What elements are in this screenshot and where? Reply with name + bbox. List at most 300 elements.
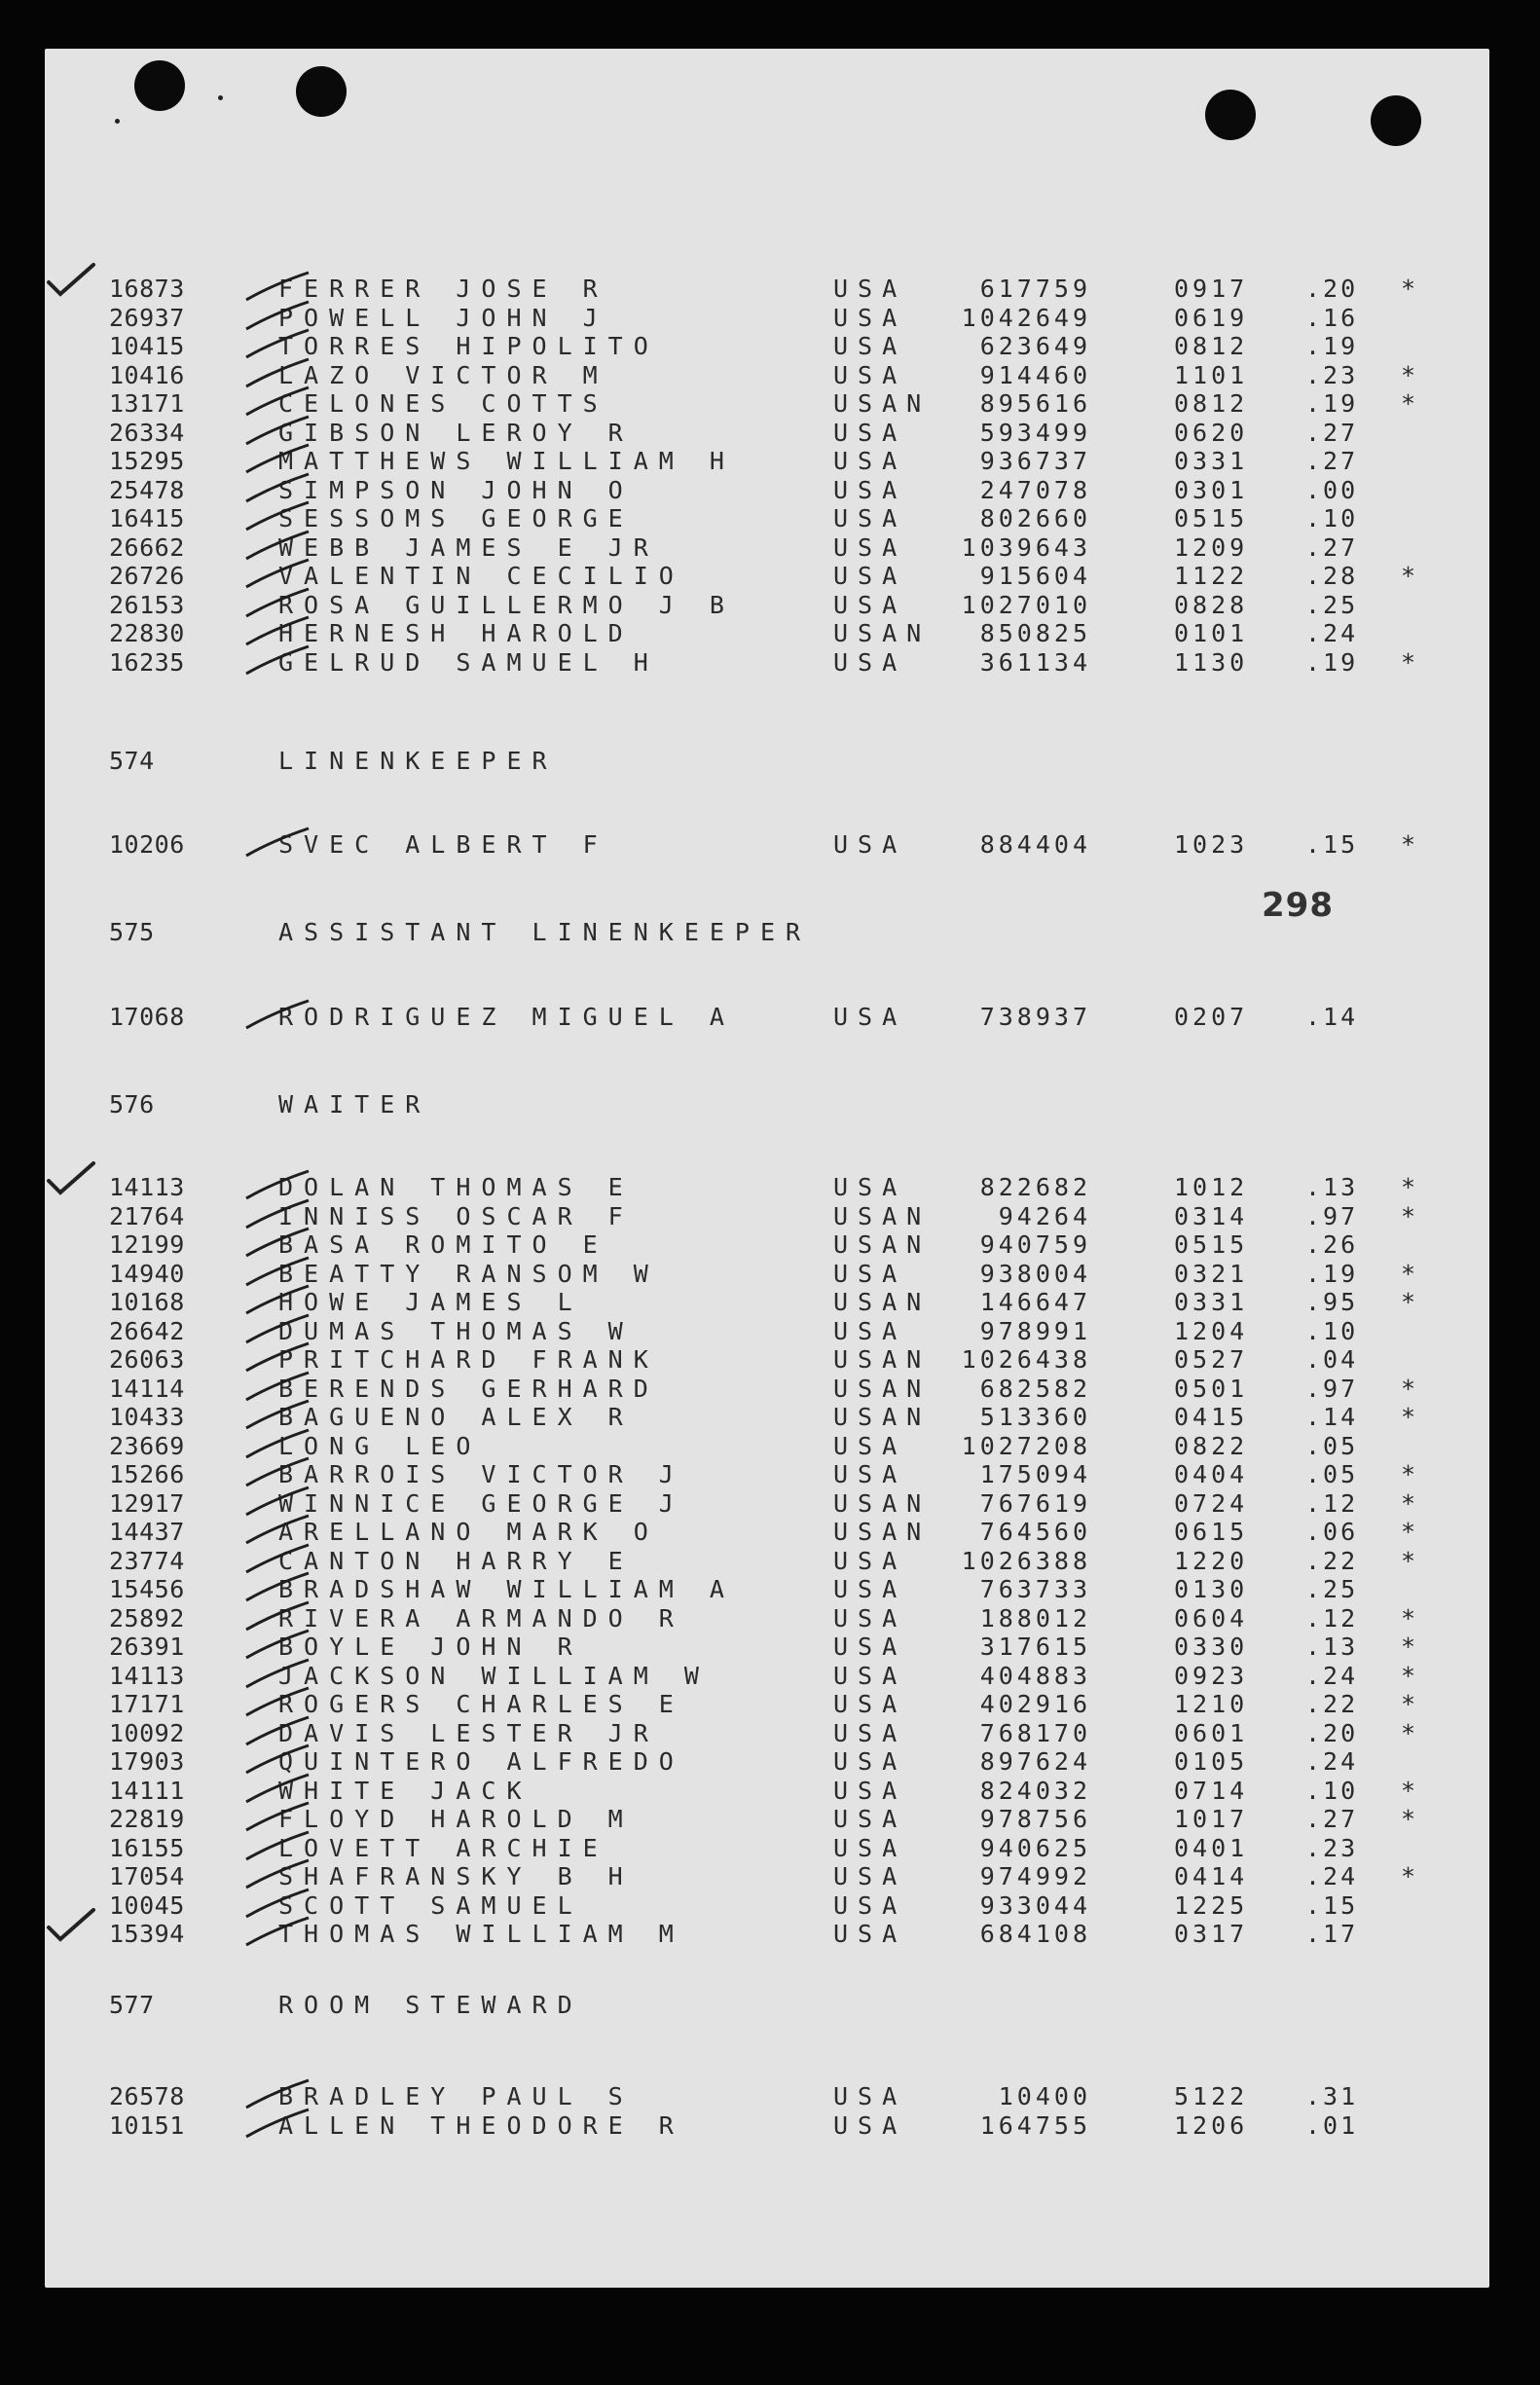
date-code: 1209 xyxy=(1174,532,1249,562)
date-code: 1204 xyxy=(1174,1316,1249,1345)
certificate-number: 940625 xyxy=(979,1833,1091,1862)
rate-value: .22 xyxy=(1305,1546,1359,1575)
rate-value: .24 xyxy=(1305,619,1359,647)
pen-stroke-icon xyxy=(244,644,312,678)
nationality: USA xyxy=(833,2082,907,2110)
employee-number: 10092 xyxy=(109,1718,185,1747)
employee-number: 14940 xyxy=(109,1259,185,1288)
certificate-number: 914460 xyxy=(979,360,1091,389)
crew-name: FERRER JOSE R xyxy=(278,275,608,303)
rate-value: .24 xyxy=(1305,1661,1359,1690)
nationality: USAN xyxy=(833,619,932,647)
checkmark-icon xyxy=(45,1906,97,1945)
employee-number: 26726 xyxy=(109,562,185,590)
nationality: USA xyxy=(833,1431,907,1460)
rate-value: .19 xyxy=(1305,1259,1359,1288)
certificate-number: 617759 xyxy=(979,275,1091,303)
asterisk-mark: * xyxy=(1401,562,1416,590)
certificate-number: 938004 xyxy=(979,1259,1091,1288)
crew-name: LAZO VICTOR M xyxy=(278,360,608,389)
employee-number: 23774 xyxy=(109,1546,185,1575)
nationality: USA xyxy=(833,532,907,562)
nationality: USAN xyxy=(833,1230,932,1259)
certificate-number: 1042649 xyxy=(961,303,1091,332)
asterisk-mark: * xyxy=(1401,1403,1416,1431)
certificate-number: 897624 xyxy=(979,1747,1091,1776)
rate-value: .16 xyxy=(1305,303,1359,332)
certificate-number: 978756 xyxy=(979,1805,1091,1833)
nationality: USA xyxy=(833,1920,907,1948)
date-code: 1210 xyxy=(1174,1690,1249,1718)
date-code: 0105 xyxy=(1174,1747,1249,1776)
asterisk-mark: * xyxy=(1401,1633,1416,1661)
crew-name: PRITCHARD FRANK xyxy=(278,1345,659,1374)
certificate-number: 146647 xyxy=(979,1288,1091,1316)
punch-hole xyxy=(1205,90,1256,140)
nationality: USA xyxy=(833,830,907,859)
punch-hole xyxy=(134,60,185,111)
crew-name: MATTHEWS WILLIAM H xyxy=(278,447,735,475)
section-title: ASSISTANT LINENKEEPER xyxy=(278,918,812,946)
employee-number: 25892 xyxy=(109,1603,185,1633)
nationality: USAN xyxy=(833,1201,932,1230)
asterisk-mark: * xyxy=(1401,1603,1416,1633)
asterisk-mark: * xyxy=(1401,1776,1416,1805)
date-code: 0812 xyxy=(1174,332,1249,360)
employee-number: 26391 xyxy=(109,1633,185,1661)
rate-value: .25 xyxy=(1305,1575,1359,1603)
pen-stroke-icon xyxy=(244,2108,312,2141)
certificate-number: 936737 xyxy=(979,447,1091,475)
nationality: USA xyxy=(833,360,907,389)
rate-value: .17 xyxy=(1305,1920,1359,1948)
date-code: 1012 xyxy=(1174,1173,1249,1201)
section-heading xyxy=(45,1090,1485,1119)
certificate-number: 1027208 xyxy=(961,1431,1091,1460)
nationality: USAN xyxy=(833,1288,932,1316)
nationality: USA xyxy=(833,275,907,303)
certificate-number: 94264 xyxy=(998,1201,1091,1230)
date-code: 5122 xyxy=(1174,2082,1249,2110)
crew-name: BOYLE JOHN R xyxy=(278,1633,583,1661)
crew-name: BRADLEY PAUL S xyxy=(278,2082,634,2110)
employee-number: 16235 xyxy=(109,647,185,677)
certificate-number: 974992 xyxy=(979,1862,1091,1890)
nationality: USA xyxy=(833,1776,907,1805)
rate-value: .12 xyxy=(1305,1488,1359,1518)
employee-number: 26937 xyxy=(109,303,185,332)
section-code: 574 xyxy=(109,747,155,775)
employee-number: 15295 xyxy=(109,447,185,475)
rate-value: .24 xyxy=(1305,1747,1359,1776)
date-code: 0615 xyxy=(1174,1518,1249,1546)
nationality: USA xyxy=(833,418,907,447)
rate-value: .25 xyxy=(1305,590,1359,619)
crew-name: CELONES COTTS xyxy=(278,389,608,418)
employee-number: 10433 xyxy=(109,1403,185,1431)
nationality: USA xyxy=(833,1546,907,1575)
employee-number: 10045 xyxy=(109,1890,185,1920)
nationality: USA xyxy=(833,1718,907,1747)
employee-number: 17054 xyxy=(109,1862,185,1890)
certificate-number: 164755 xyxy=(979,2110,1091,2140)
nationality: USA xyxy=(833,303,907,332)
crew-name: ALLEN THEODORE R xyxy=(278,2110,684,2140)
rate-value: .04 xyxy=(1305,1345,1359,1374)
nationality: USA xyxy=(833,1460,907,1488)
certificate-number: 933044 xyxy=(979,1890,1091,1920)
section-code: 575 xyxy=(109,918,155,946)
asterisk-mark: * xyxy=(1401,1805,1416,1833)
rate-value: .22 xyxy=(1305,1690,1359,1718)
nationality: USA xyxy=(833,447,907,475)
section-heading xyxy=(45,747,1485,776)
nationality: USAN xyxy=(833,1403,932,1431)
employee-number: 10168 xyxy=(109,1288,185,1316)
certificate-number: 915604 xyxy=(979,562,1091,590)
checkmark-icon xyxy=(45,1159,97,1198)
date-code: 0917 xyxy=(1174,275,1249,303)
rate-value: .28 xyxy=(1305,562,1359,590)
crew-name: HOWE JAMES L xyxy=(278,1288,583,1316)
crew-name: DAVIS LESTER JR xyxy=(278,1718,659,1747)
nationality: USA xyxy=(833,647,907,677)
crew-name: VALENTIN CECILIO xyxy=(278,562,684,590)
certificate-number: 1039643 xyxy=(961,532,1091,562)
employee-number: 26642 xyxy=(109,1316,185,1345)
rate-value: .23 xyxy=(1305,360,1359,389)
crew-name: DOLAN THOMAS E xyxy=(278,1173,634,1201)
date-code: 0401 xyxy=(1174,1833,1249,1862)
asterisk-mark: * xyxy=(1401,1718,1416,1747)
date-code: 0714 xyxy=(1174,1776,1249,1805)
crew-name: HERNESH HAROLD xyxy=(278,619,634,647)
certificate-number: 593499 xyxy=(979,418,1091,447)
page-number-stamp: 298 xyxy=(1262,886,1334,925)
date-code: 0828 xyxy=(1174,590,1249,619)
employee-number: 26063 xyxy=(109,1345,185,1374)
rate-value: .19 xyxy=(1305,332,1359,360)
certificate-number: 895616 xyxy=(979,389,1091,418)
certificate-number: 361134 xyxy=(979,647,1091,677)
nationality: USA xyxy=(833,2110,907,2140)
date-code: 1017 xyxy=(1174,1805,1249,1833)
certificate-number: 1026388 xyxy=(961,1546,1091,1575)
certificate-number: 682582 xyxy=(979,1374,1091,1403)
certificate-number: 188012 xyxy=(979,1603,1091,1633)
employee-number: 23669 xyxy=(109,1431,185,1460)
rate-value: .24 xyxy=(1305,1862,1359,1890)
rate-value: .31 xyxy=(1305,2082,1359,2110)
employee-number: 16415 xyxy=(109,504,185,532)
crew-name: SIMPSON JOHN O xyxy=(278,475,634,504)
rate-value: .95 xyxy=(1305,1288,1359,1316)
employee-number: 14113 xyxy=(109,1173,185,1201)
asterisk-mark: * xyxy=(1401,1862,1416,1890)
certificate-number: 822682 xyxy=(979,1173,1091,1201)
asterisk-mark: * xyxy=(1401,1488,1416,1518)
crew-name: LOVETT ARCHIE xyxy=(278,1833,608,1862)
checkmark-icon xyxy=(45,261,97,300)
speck xyxy=(115,119,120,124)
section-title: ROOM STEWARD xyxy=(278,1991,583,2019)
date-code: 0527 xyxy=(1174,1345,1249,1374)
pen-stroke-icon xyxy=(244,999,312,1032)
certificate-number: 623649 xyxy=(979,332,1091,360)
rate-value: .14 xyxy=(1305,1403,1359,1431)
asterisk-mark: * xyxy=(1401,1661,1416,1690)
certificate-number: 10400 xyxy=(998,2082,1091,2110)
rate-value: .14 xyxy=(1305,1003,1359,1031)
certificate-number: 764560 xyxy=(979,1518,1091,1546)
crew-name: GIBSON LEROY R xyxy=(278,418,634,447)
date-code: 0620 xyxy=(1174,418,1249,447)
employee-number: 17171 xyxy=(109,1690,185,1718)
employee-number: 26578 xyxy=(109,2082,185,2110)
crew-name: ROSA GUILLERMO J B xyxy=(278,590,735,619)
nationality: USA xyxy=(833,562,907,590)
rate-value: .19 xyxy=(1305,647,1359,677)
date-code: 1101 xyxy=(1174,360,1249,389)
certificate-number: 940759 xyxy=(979,1230,1091,1259)
crew-name: SVEC ALBERT F xyxy=(278,830,608,859)
employee-number: 22819 xyxy=(109,1805,185,1833)
rate-value: .13 xyxy=(1305,1633,1359,1661)
nationality: USA xyxy=(833,1690,907,1718)
date-code: 0331 xyxy=(1174,1288,1249,1316)
nationality: USA xyxy=(833,1173,907,1201)
nationality: USA xyxy=(833,1661,907,1690)
date-code: 0619 xyxy=(1174,303,1249,332)
document-page xyxy=(45,49,1489,2288)
date-code: 0515 xyxy=(1174,504,1249,532)
rate-value: .01 xyxy=(1305,2110,1359,2140)
date-code: 0812 xyxy=(1174,389,1249,418)
nationality: USA xyxy=(833,1633,907,1661)
crew-name: BERENDS GERHARD xyxy=(278,1374,659,1403)
rate-value: .20 xyxy=(1305,275,1359,303)
date-code: 0601 xyxy=(1174,1718,1249,1747)
date-code: 0301 xyxy=(1174,475,1249,504)
nationality: USA xyxy=(833,590,907,619)
date-code: 0321 xyxy=(1174,1259,1249,1288)
certificate-number: 684108 xyxy=(979,1920,1091,1948)
date-code: 0923 xyxy=(1174,1661,1249,1690)
crew-name: LONG LEO xyxy=(278,1431,482,1460)
rate-value: .19 xyxy=(1305,389,1359,418)
crew-name: QUINTERO ALFREDO xyxy=(278,1747,684,1776)
nationality: USAN xyxy=(833,1518,932,1546)
rate-value: .97 xyxy=(1305,1374,1359,1403)
employee-number: 25478 xyxy=(109,475,185,504)
employee-number: 10415 xyxy=(109,332,185,360)
asterisk-mark: * xyxy=(1401,360,1416,389)
employee-number: 17903 xyxy=(109,1747,185,1776)
date-code: 0604 xyxy=(1174,1603,1249,1633)
rate-value: .05 xyxy=(1305,1460,1359,1488)
crew-name: WEBB JAMES E JR xyxy=(278,532,659,562)
employee-number: 21764 xyxy=(109,1201,185,1230)
section-title: WAITER xyxy=(278,1090,431,1119)
employee-number: 10206 xyxy=(109,830,185,859)
date-code: 0207 xyxy=(1174,1003,1249,1031)
rate-value: .97 xyxy=(1305,1201,1359,1230)
employee-number: 15266 xyxy=(109,1460,185,1488)
certificate-number: 978991 xyxy=(979,1316,1091,1345)
certificate-number: 317615 xyxy=(979,1633,1091,1661)
crew-name: ARELLANO MARK O xyxy=(278,1518,659,1546)
asterisk-mark: * xyxy=(1401,1201,1416,1230)
nationality: USA xyxy=(833,1747,907,1776)
crew-name: RODRIGUEZ MIGUEL A xyxy=(278,1003,735,1031)
date-code: 1220 xyxy=(1174,1546,1249,1575)
date-code: 1206 xyxy=(1174,2110,1249,2140)
rate-value: .27 xyxy=(1305,418,1359,447)
rate-value: .20 xyxy=(1305,1718,1359,1747)
nationality: USA xyxy=(833,1805,907,1833)
certificate-number: 247078 xyxy=(979,475,1091,504)
date-code: 0314 xyxy=(1174,1201,1249,1230)
asterisk-mark: * xyxy=(1401,389,1416,418)
rate-value: .10 xyxy=(1305,1776,1359,1805)
crew-name: WHITE JACK xyxy=(278,1776,532,1805)
crew-name: JACKSON WILLIAM W xyxy=(278,1661,710,1690)
certificate-number: 768170 xyxy=(979,1718,1091,1747)
nationality: USAN xyxy=(833,1374,932,1403)
nationality: USA xyxy=(833,332,907,360)
rate-value: .05 xyxy=(1305,1431,1359,1460)
rate-value: .27 xyxy=(1305,1805,1359,1833)
nationality: USA xyxy=(833,475,907,504)
certificate-number: 175094 xyxy=(979,1460,1091,1488)
date-code: 0404 xyxy=(1174,1460,1249,1488)
speck xyxy=(218,95,223,100)
roster-row xyxy=(45,648,1485,678)
nationality: USAN xyxy=(833,1488,932,1518)
certificate-number: 402916 xyxy=(979,1690,1091,1718)
employee-number: 14113 xyxy=(109,1661,185,1690)
asterisk-mark: * xyxy=(1401,1259,1416,1288)
date-code: 0501 xyxy=(1174,1374,1249,1403)
date-code: 1122 xyxy=(1174,562,1249,590)
crew-name: SHAFRANSKY B H xyxy=(278,1862,634,1890)
certificate-number: 1027010 xyxy=(961,590,1091,619)
date-code: 0130 xyxy=(1174,1575,1249,1603)
rate-value: .27 xyxy=(1305,532,1359,562)
asterisk-mark: * xyxy=(1401,647,1416,677)
roster-row xyxy=(45,2111,1485,2141)
date-code: 0515 xyxy=(1174,1230,1249,1259)
nationality: USA xyxy=(833,1890,907,1920)
crew-name: BASA ROMITO E xyxy=(278,1230,608,1259)
date-code: 0330 xyxy=(1174,1633,1249,1661)
crew-name: RIVERA ARMANDO R xyxy=(278,1603,684,1633)
employee-number: 10416 xyxy=(109,360,185,389)
certificate-number: 1026438 xyxy=(961,1345,1091,1374)
crew-name: CANTON HARRY E xyxy=(278,1546,634,1575)
employee-number: 12917 xyxy=(109,1488,185,1518)
date-code: 0317 xyxy=(1174,1920,1249,1948)
crew-name: FLOYD HAROLD M xyxy=(278,1805,634,1833)
crew-name: THOMAS WILLIAM M xyxy=(278,1920,684,1948)
rate-value: .15 xyxy=(1305,1890,1359,1920)
certificate-number: 824032 xyxy=(979,1776,1091,1805)
employee-number: 10151 xyxy=(109,2110,185,2140)
crew-name: INNISS OSCAR F xyxy=(278,1201,634,1230)
date-code: 1023 xyxy=(1174,830,1249,859)
section-code: 577 xyxy=(109,1991,155,2019)
crew-name: SESSOMS GEORGE xyxy=(278,504,634,532)
rate-value: .10 xyxy=(1305,1316,1359,1345)
section-code: 576 xyxy=(109,1090,155,1119)
roster-row xyxy=(45,1003,1485,1032)
employee-number: 12199 xyxy=(109,1230,185,1259)
crew-name: ROGERS CHARLES E xyxy=(278,1690,684,1718)
crew-name: SCOTT SAMUEL xyxy=(278,1890,583,1920)
pen-stroke-icon xyxy=(244,826,312,860)
date-code: 1130 xyxy=(1174,647,1249,677)
crew-name: DUMAS THOMAS W xyxy=(278,1316,634,1345)
date-code: 0822 xyxy=(1174,1431,1249,1460)
date-code: 0414 xyxy=(1174,1862,1249,1890)
crew-name: POWELL JOHN J xyxy=(278,303,608,332)
asterisk-mark: * xyxy=(1401,1173,1416,1201)
rate-value: .23 xyxy=(1305,1833,1359,1862)
employee-number: 17068 xyxy=(109,1003,185,1031)
asterisk-mark: * xyxy=(1401,1546,1416,1575)
punch-hole xyxy=(1371,95,1421,146)
nationality: USA xyxy=(833,1603,907,1633)
certificate-number: 767619 xyxy=(979,1488,1091,1518)
crew-name: TORRES HIPOLITO xyxy=(278,332,659,360)
employee-number: 22830 xyxy=(109,619,185,647)
date-code: 0415 xyxy=(1174,1403,1249,1431)
crew-name: GELRUD SAMUEL H xyxy=(278,647,659,677)
crew-name: BARROIS VICTOR J xyxy=(278,1460,684,1488)
crew-name: BAGUENO ALEX R xyxy=(278,1403,634,1431)
employee-number: 26153 xyxy=(109,590,185,619)
asterisk-mark: * xyxy=(1401,1288,1416,1316)
certificate-number: 738937 xyxy=(979,1003,1091,1031)
crew-name: WINNICE GEORGE J xyxy=(278,1488,684,1518)
punch-hole xyxy=(296,66,347,117)
rate-value: .27 xyxy=(1305,447,1359,475)
asterisk-mark: * xyxy=(1401,1460,1416,1488)
roster-row xyxy=(45,1920,1485,1949)
rate-value: .00 xyxy=(1305,475,1359,504)
certificate-number: 763733 xyxy=(979,1575,1091,1603)
employee-number: 14437 xyxy=(109,1518,185,1546)
crew-name: BEATTY RANSOM W xyxy=(278,1259,659,1288)
employee-number: 15456 xyxy=(109,1575,185,1603)
pen-stroke-icon xyxy=(244,1916,312,1949)
nationality: USAN xyxy=(833,1345,932,1374)
asterisk-mark: * xyxy=(1401,1690,1416,1718)
certificate-number: 513360 xyxy=(979,1403,1091,1431)
nationality: USA xyxy=(833,1575,907,1603)
employee-number: 16873 xyxy=(109,275,185,303)
date-code: 0724 xyxy=(1174,1488,1249,1518)
asterisk-mark: * xyxy=(1401,275,1416,303)
nationality: USAN xyxy=(833,389,932,418)
certificate-number: 884404 xyxy=(979,830,1091,859)
date-code: 0101 xyxy=(1174,619,1249,647)
rate-value: .10 xyxy=(1305,504,1359,532)
employee-number: 15394 xyxy=(109,1920,185,1948)
asterisk-mark: * xyxy=(1401,830,1416,859)
rate-value: .13 xyxy=(1305,1173,1359,1201)
employee-number: 26334 xyxy=(109,418,185,447)
